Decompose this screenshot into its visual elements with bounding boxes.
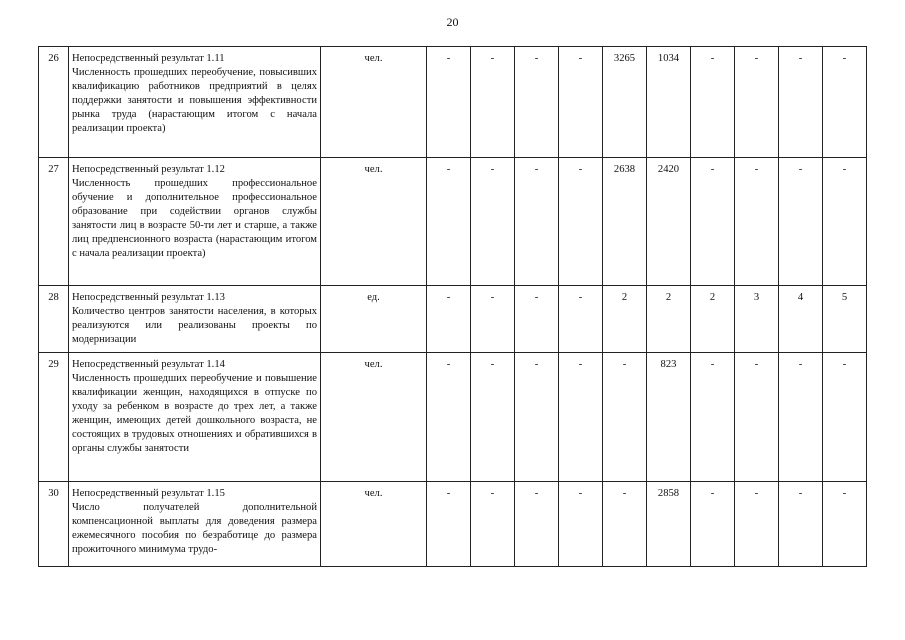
result-description-cell: [69, 158, 321, 286]
value-cell: -: [823, 158, 867, 286]
table-row: [39, 353, 867, 482]
table-body: [39, 47, 867, 567]
value-cell: -: [823, 47, 867, 158]
value-cell: -: [823, 482, 867, 567]
unit-cell: чел.: [321, 158, 427, 286]
value-cell: -: [471, 353, 515, 482]
result-description: Численность прошедших переобучение, повысивших квалификацию работников предприятий в целях поддержки занятости и повышения эффективности рынка труда (нарастающим итогом с начала реализации проекта): [72, 67, 317, 134]
value-cell: 2638: [603, 158, 647, 286]
value-cell: -: [515, 353, 559, 482]
value-cell: 2: [647, 286, 691, 353]
value-cell: -: [691, 158, 735, 286]
value-cell: -: [779, 353, 823, 482]
value-cell: 2: [603, 286, 647, 353]
value-cell: -: [735, 482, 779, 567]
result-description-cell: [69, 286, 321, 353]
result-description: Количество центров занятости населения, в которых реализуются или реализованы проекты по модернизации: [72, 306, 317, 345]
value-cell: -: [559, 158, 603, 286]
value-cell: 5: [823, 286, 867, 353]
value-cell: -: [515, 158, 559, 286]
value-cell: -: [779, 482, 823, 567]
result-description: Численность прошедших профессиональное обучение и дополнительное профессиональное образование при содействии органов службы занятости лиц в возрасте 50-ти лет и старше, а также лиц предпенсионного возраста (нарастающим итогом с начала реализации проекта): [72, 178, 317, 259]
value-cell: -: [559, 286, 603, 353]
results-table: [38, 46, 867, 567]
result-description-cell: [69, 482, 321, 567]
value-cell: 2420: [647, 158, 691, 286]
result-description: Число получателей дополнительной компенсационной выплаты для доведения размера ежемесячного пособия по безработице до размера прожиточного минимума трудо-: [72, 502, 317, 555]
row-number: 29: [39, 353, 69, 482]
value-cell: 2: [691, 286, 735, 353]
value-cell: -: [427, 482, 471, 567]
row-number: 27: [39, 158, 69, 286]
value-cell: -: [515, 482, 559, 567]
value-cell: -: [779, 47, 823, 158]
result-title: Непосредственный результат 1.15: [72, 488, 225, 499]
value-cell: -: [691, 353, 735, 482]
value-cell: -: [735, 353, 779, 482]
value-cell: -: [559, 482, 603, 567]
unit-cell: чел.: [321, 482, 427, 567]
value-cell: -: [735, 47, 779, 158]
value-cell: -: [603, 353, 647, 482]
result-description-cell: [69, 47, 321, 158]
value-cell: 3265: [603, 47, 647, 158]
row-number: 26: [39, 47, 69, 158]
value-cell: -: [603, 482, 647, 567]
unit-cell: ед.: [321, 286, 427, 353]
value-cell: -: [427, 353, 471, 482]
result-title: Непосредственный результат 1.14: [72, 359, 225, 370]
value-cell: -: [471, 482, 515, 567]
value-cell: 4: [779, 286, 823, 353]
table-row: [39, 482, 867, 567]
value-cell: -: [515, 47, 559, 158]
row-number: 30: [39, 482, 69, 567]
result-title: Непосредственный результат 1.13: [72, 292, 225, 303]
table-row: [39, 47, 867, 158]
value-cell: -: [559, 47, 603, 158]
value-cell: 823: [647, 353, 691, 482]
result-description: Численность прошедших переобучение и повышение квалификации женщин, находящихся в отпуске по уходу за ребенком в возрасте до трех лет, а также женщин, имеющих детей дошкольного возраста, не состоящих в трудовых отношениях и обратившихся в органы службы занятости: [72, 373, 317, 454]
value-cell: -: [779, 158, 823, 286]
value-cell: -: [559, 353, 603, 482]
result-title: Непосредственный результат 1.12: [72, 164, 225, 175]
value-cell: 2858: [647, 482, 691, 567]
value-cell: -: [735, 158, 779, 286]
value-cell: -: [427, 158, 471, 286]
value-cell: -: [427, 286, 471, 353]
value-cell: -: [471, 47, 515, 158]
value-cell: -: [427, 47, 471, 158]
table-row: [39, 286, 867, 353]
value-cell: -: [823, 353, 867, 482]
value-cell: 3: [735, 286, 779, 353]
value-cell: -: [691, 47, 735, 158]
value-cell: -: [515, 286, 559, 353]
table-row: [39, 158, 867, 286]
value-cell: -: [691, 482, 735, 567]
value-cell: -: [471, 286, 515, 353]
unit-cell: чел.: [321, 353, 427, 482]
unit-cell: чел.: [321, 47, 427, 158]
value-cell: 1034: [647, 47, 691, 158]
result-title: Непосредственный результат 1.11: [72, 53, 225, 64]
row-number: 28: [39, 286, 69, 353]
page-number: 20: [446, 15, 459, 29]
value-cell: -: [471, 158, 515, 286]
result-description-cell: [69, 353, 321, 482]
